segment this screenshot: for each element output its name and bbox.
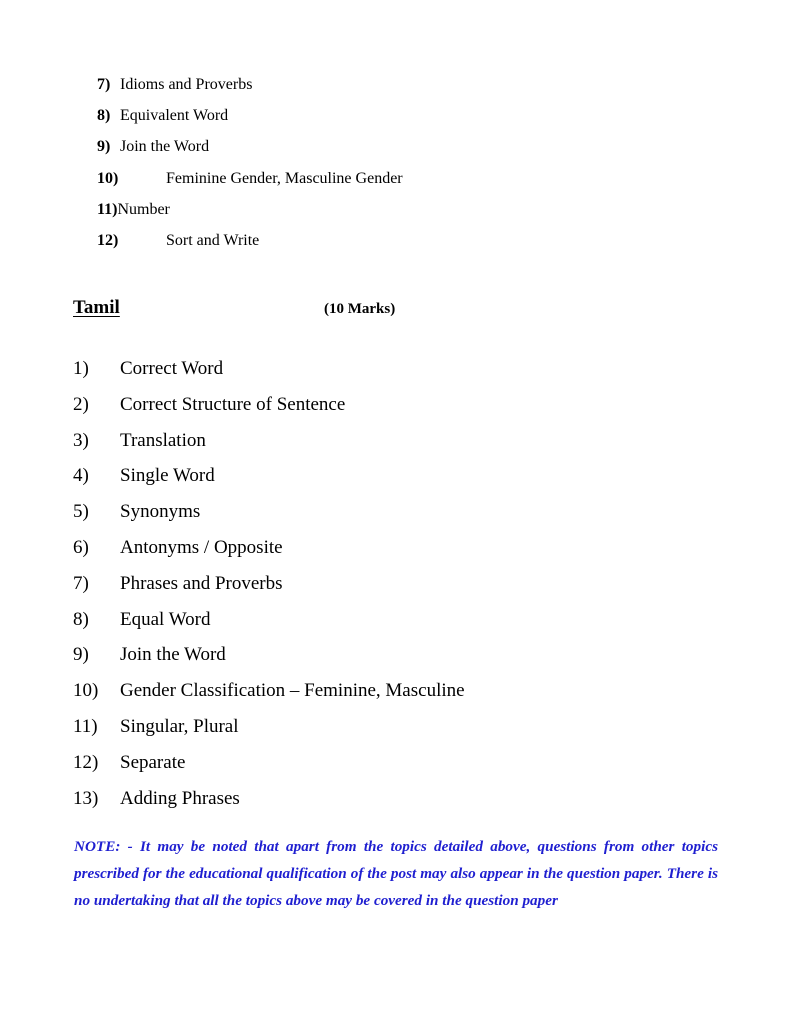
item-text: Separate <box>120 751 186 773</box>
item-text: Equivalent Word <box>120 107 229 125</box>
item-number: 10) <box>73 680 99 702</box>
section-heading <box>73 297 396 319</box>
item-number: 3) <box>73 429 89 451</box>
note-paragraph: NOTE: - It may be noted that apart from the topics detailed above, questions from other topics prescribed for the educational qualification of the post may also appear in the question paper. There is no undertaking that all the topics above may be covered in the question paper <box>74 838 718 910</box>
list-item <box>73 534 465 570</box>
item-number: 9) <box>73 644 89 666</box>
list-item <box>73 641 465 677</box>
list-item <box>73 355 465 391</box>
section-marks: (10 Marks) <box>324 301 396 317</box>
item-number: 8) <box>73 608 89 630</box>
item-text: Gender Classification – Feminine, Masculine <box>120 680 465 702</box>
list-item <box>73 606 465 642</box>
item-number: 2) <box>73 393 89 415</box>
item-number: 6) <box>73 536 89 558</box>
list-item <box>97 104 403 135</box>
section-title: Tamil <box>73 297 120 318</box>
list-item <box>97 73 403 104</box>
list-item <box>73 570 465 606</box>
topic-list <box>73 355 465 820</box>
item-number: 7) <box>73 572 89 594</box>
list-item <box>73 391 465 427</box>
item-number: 8) <box>97 107 111 125</box>
item-number: 1) <box>73 358 89 379</box>
continued-topic-list <box>97 73 403 260</box>
item-number: 10) <box>97 169 119 187</box>
item-text: Adding Phrases <box>120 787 240 809</box>
item-text: Single Word <box>120 465 215 487</box>
list-item <box>73 462 465 498</box>
item-text: Number <box>117 200 170 218</box>
list-item <box>73 713 465 749</box>
item-text: Equal Word <box>120 608 211 630</box>
list-item <box>97 198 403 229</box>
item-text: Idioms and Proverbs <box>120 76 253 93</box>
item-text: Antonyms / Opposite <box>120 536 283 558</box>
item-text: Feminine Gender, Masculine Gender <box>166 169 403 187</box>
list-item <box>73 427 465 463</box>
item-number: 11) <box>73 715 98 737</box>
list-item <box>73 498 465 534</box>
item-number: 13) <box>73 787 99 809</box>
item-number: 5) <box>73 501 89 523</box>
item-number: 7) <box>97 76 111 93</box>
item-text: Correct Word <box>120 358 224 379</box>
item-text: Phrases and Proverbs <box>120 572 283 594</box>
list-item <box>97 229 403 260</box>
list-item <box>97 135 403 166</box>
item-number: 12) <box>97 231 119 249</box>
item-number: 4) <box>73 465 89 487</box>
item-text: Sort and Write <box>166 231 260 249</box>
list-item <box>73 677 465 713</box>
item-number: 12) <box>73 751 99 773</box>
item-text: Singular, Plural <box>120 715 239 737</box>
item-text: Correct Structure of Sentence <box>120 393 346 415</box>
item-text: Translation <box>120 429 206 451</box>
list-item <box>73 785 465 821</box>
item-text: Join the Word <box>120 644 226 666</box>
item-text: Synonyms <box>120 501 201 523</box>
list-item <box>97 167 403 198</box>
list-item <box>73 749 465 785</box>
item-number: 9) <box>97 138 111 156</box>
item-number: 11) <box>97 200 118 218</box>
item-text: Join the Word <box>120 138 210 156</box>
